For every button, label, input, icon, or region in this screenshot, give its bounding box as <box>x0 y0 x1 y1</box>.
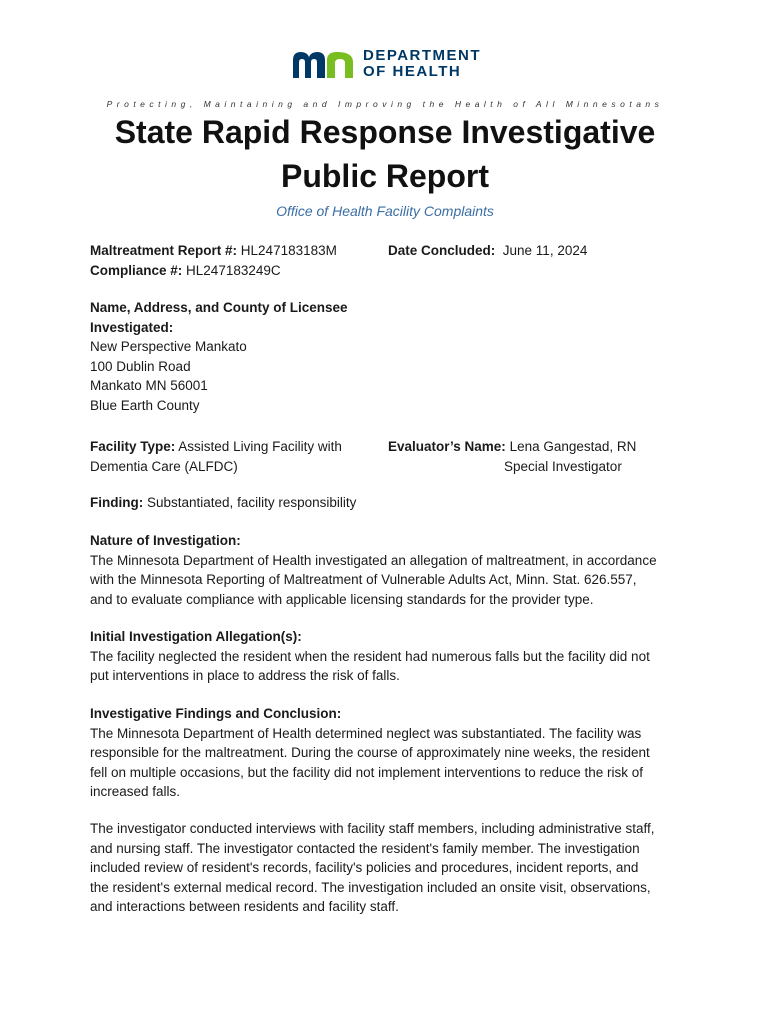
investigation-section <box>90 819 690 917</box>
facility-type-value-2: Dementia Care (ALFDC) <box>90 458 238 474</box>
date-label: Date Concluded: <box>388 243 496 258</box>
nature-line: and to evaluate compliance with applicable licensing standards for the provider type. <box>90 591 594 607</box>
title-line-1: State Rapid Response Investigative <box>114 114 656 150</box>
licensee-address: 100 Dublin Road <box>90 358 191 374</box>
maltreatment-label: Maltreatment Report #: <box>90 243 238 258</box>
report-numbers <box>90 241 337 280</box>
allegation-line: The facility neglected the resident when the resident had numerous falls but the facility did not <box>90 648 650 664</box>
nature-line: with the Minnesota Reporting of Maltreatment of Vulnerable Adults Act, Minn. Stat. 626.557, <box>90 572 637 587</box>
findings-section <box>90 704 690 802</box>
findings-line: The Minnesota Department of Health determined neglect was substantiated. The facility was <box>90 725 642 741</box>
investigation-line: included review of resident's records, facility's policies and procedures, incident reports, and <box>90 860 639 875</box>
licensee-block <box>90 298 348 415</box>
date-concluded <box>388 241 587 261</box>
nature-heading: Nature of Investigation: <box>90 533 241 548</box>
date-value: June 11, 2024 <box>502 243 588 258</box>
logo-line-1: DEPARTMENT <box>363 47 482 64</box>
compliance-value: HL247183249C <box>186 262 281 278</box>
maltreatment-value: HL247183183M <box>240 243 337 258</box>
allegation-section <box>90 627 690 686</box>
finding-label: Finding: <box>90 495 144 510</box>
evaluator-title: Special Investigator <box>504 458 622 474</box>
findings-line: fell on multiple occasions, but the facility did not implement interventions to reduce the risk of <box>90 764 644 780</box>
investigation-line: and nursing staff. The investigator contacted the resident's family member. The investigation <box>90 840 640 856</box>
title-line-2: Public Report <box>280 158 489 194</box>
investigation-line: the resident's external medical record. The investigation included an onsite visit, observations, <box>90 879 651 895</box>
facility-type-value-1: Assisted Living Facility with <box>178 439 342 454</box>
tagline: Protecting, Maintaining and Improving the Health of All Minnesotans <box>106 99 664 109</box>
findings-line: responsible for the maltreatment. During the course of approximately nine weeks, the resident <box>90 745 650 760</box>
facility-type <box>90 437 342 476</box>
evaluator-label: Evaluator’s Name: <box>388 439 506 454</box>
page-title <box>0 110 770 198</box>
licensee-heading-2: Investigated: <box>90 319 174 335</box>
licensee-heading-1: Name, Address, and County of Licensee <box>90 300 348 315</box>
evaluator-name: Lena Gangestad, RN <box>509 439 637 454</box>
licensee-city: Mankato MN 56001 <box>90 378 208 393</box>
investigation-line: The investigator conducted interviews with facility staff members, including administrative staff, <box>90 821 655 836</box>
facility-type-label: Facility Type: <box>90 439 176 454</box>
finding <box>90 493 356 513</box>
findings-line: increased falls. <box>90 784 181 799</box>
nature-section <box>90 531 690 609</box>
findings-heading: Investigative Findings and Conclusion: <box>90 706 342 721</box>
investigation-line: and interactions between residents and facility staff. <box>90 899 399 914</box>
nature-line: The Minnesota Department of Health investigated an allegation of maltreatment, in accordance <box>90 552 657 568</box>
licensee-name: New Perspective Mankato <box>90 339 247 354</box>
mn-logo-icon <box>291 48 355 80</box>
evaluator <box>388 437 636 476</box>
compliance-label: Compliance #: <box>90 262 183 278</box>
mdh-logo <box>291 47 481 81</box>
allegation-heading: Initial Investigation Allegation(s): <box>90 629 302 644</box>
logo-line-2: OF HEALTH <box>363 63 462 80</box>
office-subtitle: Office of Health Facility Complaints <box>276 203 494 219</box>
allegation-line: put interventions in place to address the risk of falls. <box>90 668 400 683</box>
licensee-county: Blue Earth County <box>90 397 200 413</box>
finding-value: Substantiated, facility responsibility <box>147 495 357 510</box>
